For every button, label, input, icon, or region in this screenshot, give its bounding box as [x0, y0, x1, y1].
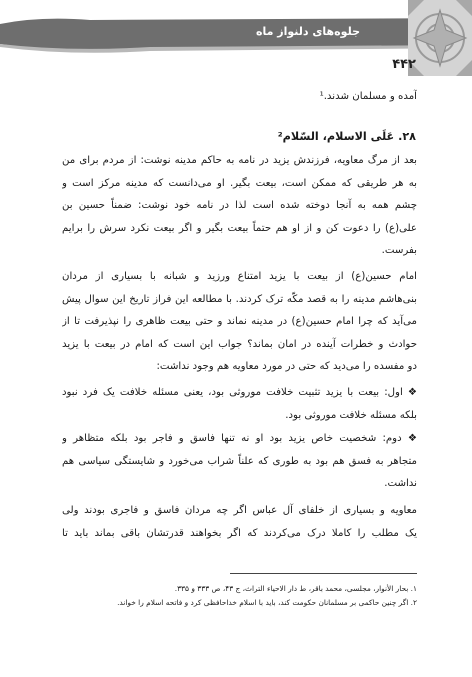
text-line: ❖ دوم: شخصیت خاص یزید بود او نه تنها فاسق و فاجر بود بلکه متظاهر و [62, 433, 417, 444]
text-line: معاویه و بسیاری از خلفای آل عباس اگر چه مردان فاسق و فاجری بودند ولی [62, 505, 417, 516]
point-1 [62, 382, 417, 427]
paragraph-3 [62, 500, 417, 545]
text-line: بعد از مرگ معاویه، فرزندش یزید در نامه به حاکم مدینه نوشت: از مردم برای من [62, 155, 417, 166]
text-line: نداشت. [384, 478, 417, 490]
text-line: به هر طریقی که ممکن است، بیعت بگیر. او می‌دانست که مدینه مرکز است و [62, 177, 417, 189]
text-line: بفرست. [381, 245, 417, 257]
text-line: دو مفسده را می‌دید که حتی در مورد معاویه هم وجود نداشت: [156, 361, 417, 373]
footnote-1: ۱. بحار الأنوار، مجلسی، محمد باقر، ط دار الاحیاء التراث، ج ۴۳، ص ۳۳۳ و ۳۳۵. [174, 584, 417, 593]
intro-line: آمده و مسلمان شدند.¹ [319, 91, 417, 102]
point-2 [62, 428, 417, 496]
running-title: جلوه‌های دلنواز ماه [255, 25, 360, 38]
intro-text [62, 86, 417, 109]
header-band [0, 14, 472, 54]
text-line: یک مطلب را کاملا درک می‌کردند که اگر بخواهند قدرتشان باقی بماند باید تا [62, 527, 417, 539]
text-line: متجاهر به فسق هم بود به طوری که علناً شراب می‌خورد و شایستگی سیاسی هم [62, 455, 417, 467]
footnotes [62, 582, 417, 610]
paragraph-1 [62, 150, 417, 263]
text-line: حوادث و خطرات آینده در امان بماند؟ جواب این است که امام در بیعت با یزید [62, 338, 417, 350]
text-line: بلکه مسئله خلافت موروثی بود. [285, 409, 417, 421]
section-heading: ۲۸. عَلَی الاسلام، السّلام² [277, 130, 416, 143]
page-header [0, 0, 472, 70]
text-line: علی(ع) را دعوت کن و از او هم حتماً بیعت بگیر و اگر بیعت نکرد سرش را برایم [62, 222, 417, 234]
page-number: ۴۴۲ [392, 57, 416, 72]
paragraph-2 [62, 266, 417, 379]
text-line: امام حسین(ع) از بیعت با یزید امتناع ورزید و شبانه با بسیاری از مردان [62, 271, 417, 282]
footnote-divider [230, 573, 417, 574]
text-line: چشم همه به آنجا دوخته شده است لذا در نامه خود نوشت: ضمناً حسین بن [62, 200, 417, 212]
text-line: ❖ اول: بیعت با یزید تثبیت خلافت موروثی بود، یعنی مسئله خلافت یک فرد نبود [62, 387, 417, 398]
corner-ornament-icon [408, 0, 472, 76]
text-line: می‌آید که چرا امام حسین(ع) در مدینه نماند و حتی بیعت ظاهری را نپذیرفت تا از [62, 316, 417, 328]
text-line: بنی‌هاشم مدینه را به قصد مکّه ترک کردند. با مطالعه این فراز تاریخ این سوال پیش [62, 293, 417, 305]
footnote-2: ۲. اگر چنین حاکمی بر مسلمانان حکومت کند، باید با اسلام خداحافظی کرد و فاتحه اسلام را خواند. [117, 598, 417, 607]
